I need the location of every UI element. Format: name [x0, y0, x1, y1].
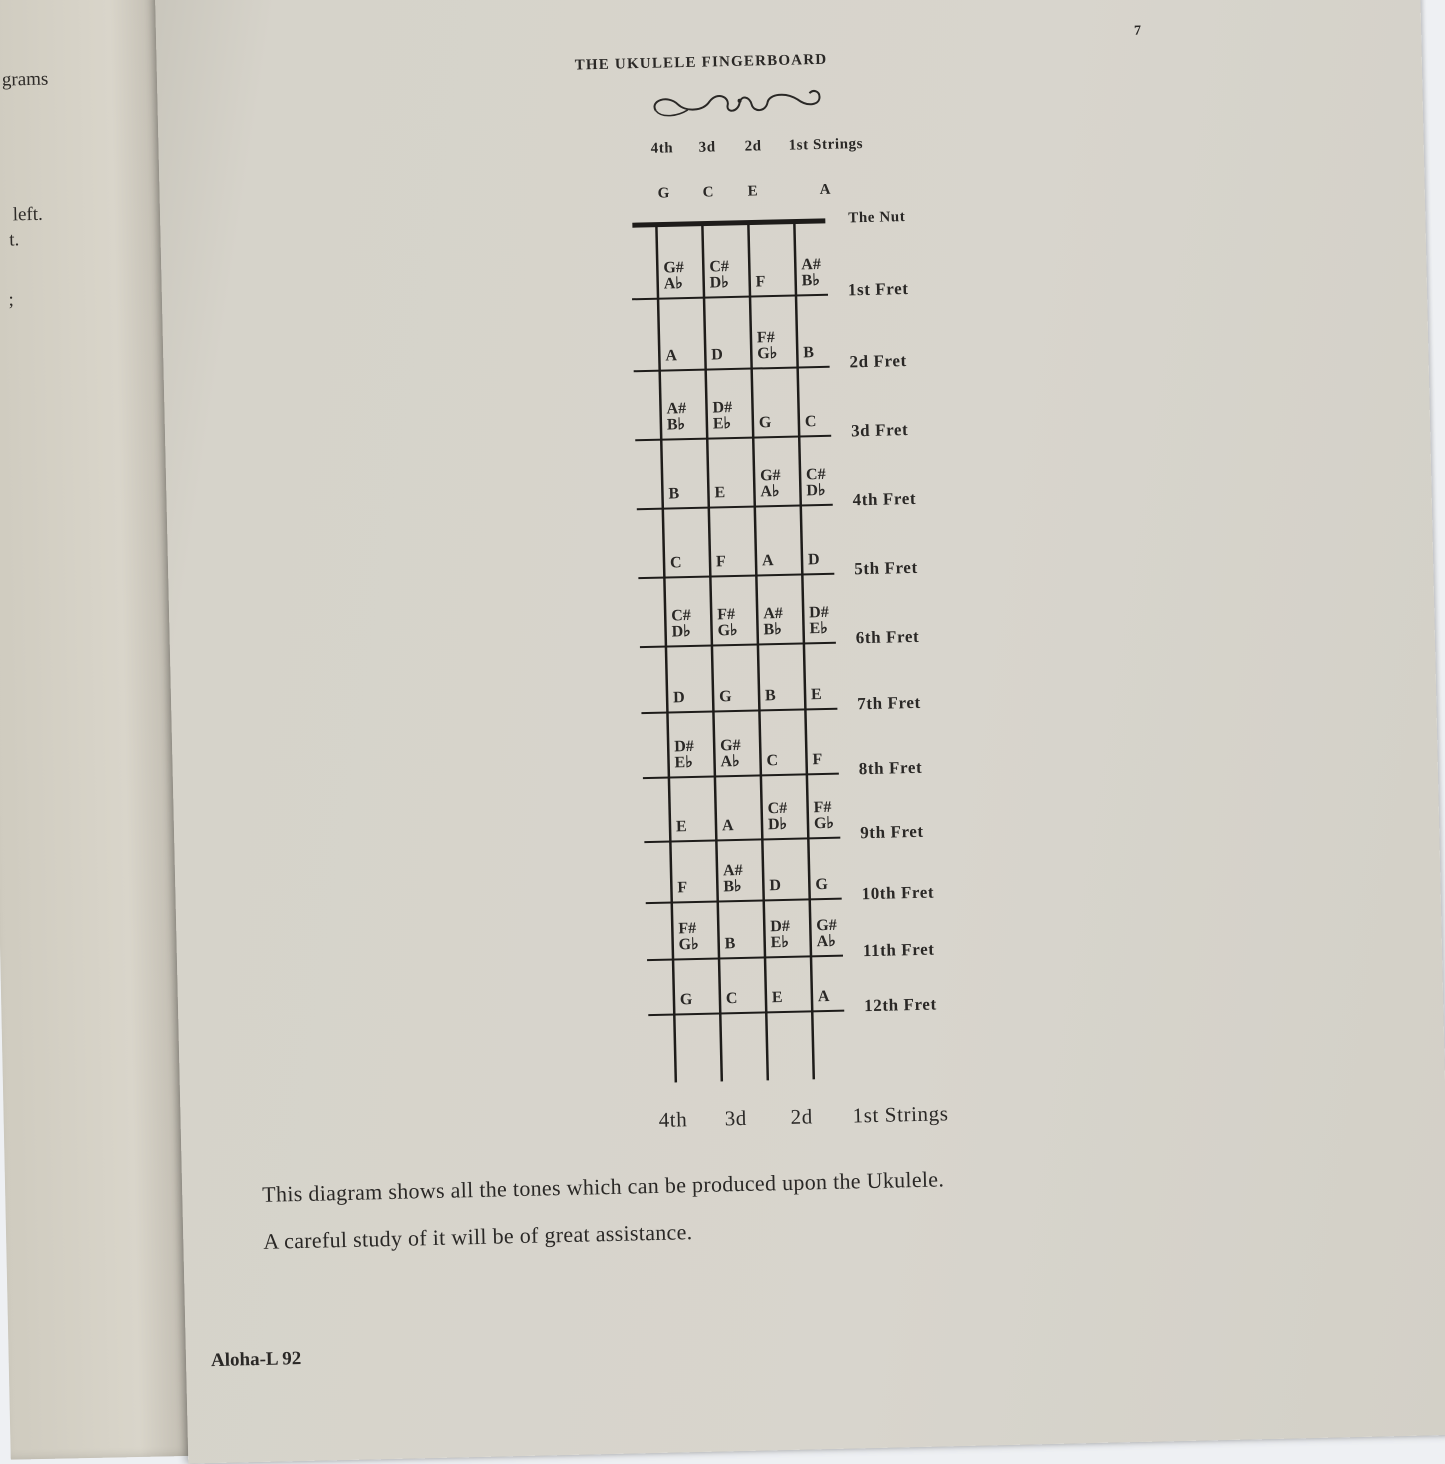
page-number: 7 — [1133, 23, 1142, 39]
bottom-string-label-3d: 3d — [724, 1105, 748, 1131]
fret-note: E♭ — [770, 933, 790, 952]
fret-note: D# — [674, 737, 694, 756]
fret-note: D♭ — [806, 481, 826, 500]
fret-note: B♭ — [801, 271, 821, 290]
book-page — [155, 0, 1445, 1464]
fret-note: A — [817, 987, 830, 1006]
fret-note: D# — [809, 603, 829, 622]
fret-label: 9th Fret — [859, 821, 924, 843]
open-note-c: C — [702, 184, 714, 201]
fret-note: B — [764, 687, 776, 705]
fret-note: F# — [678, 919, 697, 938]
fret-note: A# — [722, 861, 743, 880]
fret-note: C — [804, 413, 817, 431]
ornament-flourish — [647, 87, 828, 125]
fret-note: G — [679, 991, 693, 1009]
fret-line — [644, 838, 840, 842]
fret-note: C# — [767, 799, 788, 818]
left-page-text: grams — [1, 68, 49, 91]
fret-note: F# — [756, 329, 775, 347]
fret-label: 2d Fret — [849, 351, 907, 372]
fret-line — [643, 774, 839, 778]
fret-note: F — [812, 751, 823, 769]
fret-note: B — [668, 485, 680, 503]
fret-note: C# — [709, 258, 730, 276]
fret-label: 5th Fret — [854, 557, 918, 579]
fret-note: A — [721, 817, 734, 835]
fret-label: 12th Fret — [863, 994, 937, 1016]
fret-note: A# — [666, 400, 687, 418]
fret-note: C — [766, 752, 779, 770]
fret-label: 4th Fret — [852, 488, 917, 510]
fret-note: F — [755, 273, 766, 291]
fret-line — [640, 643, 836, 647]
fret-note: G♭ — [717, 621, 738, 640]
fret-label: 7th Fret — [857, 692, 921, 714]
fret-note: D — [711, 346, 724, 364]
fret-note: E — [771, 989, 783, 1007]
top-string-label-1st: 1st Strings — [788, 135, 864, 154]
fret-note: E — [675, 818, 687, 836]
fret-note: G♭ — [678, 935, 699, 954]
fret-note: A# — [801, 255, 822, 274]
fret-note: D♭ — [709, 274, 729, 292]
fret-note: F# — [813, 798, 832, 817]
fret-note: E — [810, 686, 822, 704]
left-page-text: left. — [12, 203, 44, 226]
fret-line — [646, 899, 842, 903]
fret-note: D# — [770, 917, 791, 936]
top-string-label-2d: 2d — [744, 138, 762, 155]
fret-note: C# — [671, 607, 691, 625]
fret-note: A♭ — [720, 752, 740, 771]
fret-note: A — [665, 347, 678, 365]
fret-note: G# — [759, 466, 781, 485]
fret-note: E — [714, 484, 726, 502]
fret-label: 10th Fret — [861, 882, 935, 904]
fret-note: G♭ — [757, 344, 778, 363]
fret-note: G♭ — [813, 814, 835, 833]
nut-line — [632, 221, 825, 225]
bottom-string-label-1st: 1st Strings — [852, 1101, 949, 1128]
fret-note: F# — [717, 606, 736, 624]
fret-note: B — [803, 344, 815, 362]
fret-note: A♭ — [816, 932, 836, 951]
top-string-label-3d: 3d — [698, 139, 716, 156]
open-note-e: E — [747, 183, 758, 200]
page-title: THE UKULELE FINGERBOARD — [574, 51, 828, 74]
fret-label: 11th Fret — [862, 939, 935, 961]
fret-line — [634, 367, 830, 371]
fret-line — [635, 436, 831, 440]
fret-line — [641, 709, 837, 713]
fret-note: A♭ — [760, 482, 780, 501]
fret-note: C — [669, 554, 682, 572]
fret-note: G# — [720, 736, 741, 755]
fret-note: E♭ — [674, 753, 693, 772]
fret-note: G — [815, 875, 829, 894]
bottom-string-label-4th: 4th — [658, 1107, 688, 1132]
fret-note: A♭ — [663, 275, 684, 293]
fret-note: B — [724, 935, 736, 953]
fret-note: B♭ — [666, 416, 686, 434]
fret-note: F — [677, 879, 688, 897]
fret-note: D — [672, 689, 685, 707]
left-page-text: t. — [9, 229, 20, 251]
caption-line-2: A careful study of it will be of great assistance. — [263, 1219, 693, 1254]
fret-line — [648, 1011, 844, 1015]
fret-line — [638, 574, 834, 578]
nut-label: The Nut — [848, 209, 906, 227]
fret-note: D♭ — [671, 623, 691, 641]
top-string-label-4th: 4th — [650, 140, 674, 157]
fret-note: C# — [805, 465, 826, 484]
fret-note: D — [807, 551, 820, 569]
fret-note: B♭ — [723, 877, 742, 896]
fret-line — [632, 295, 828, 299]
fret-note: D — [769, 877, 782, 895]
fret-label: 3d Fret — [850, 420, 909, 441]
fret-note: C — [725, 990, 738, 1008]
fret-line — [647, 956, 843, 960]
fret-note: A — [761, 552, 774, 570]
footer-catalog-number: Aloha-L 92 — [210, 1348, 302, 1372]
fret-note: E♭ — [712, 415, 732, 433]
fret-label: 1st Fret — [847, 278, 909, 300]
bottom-string-label-2d: 2d — [790, 1104, 814, 1129]
fret-label: 8th Fret — [858, 757, 923, 779]
fret-note: G# — [663, 259, 684, 277]
open-note-g: G — [657, 185, 670, 202]
fret-note: A# — [763, 604, 783, 623]
fret-note: F — [715, 553, 727, 571]
fret-note: D# — [712, 399, 733, 417]
fret-note: E♭ — [809, 619, 828, 638]
left-page-text: ; — [8, 289, 14, 311]
fret-note: G# — [816, 916, 837, 935]
fret-note: G — [758, 414, 772, 432]
open-note-a: A — [819, 181, 831, 198]
caption-line-1: This diagram shows all the tones which can be produced upon the Ukulele. — [261, 1166, 945, 1207]
fret-note: D♭ — [767, 815, 788, 834]
fret-note: B♭ — [763, 620, 782, 639]
fret-note: G — [718, 688, 732, 706]
fret-line — [637, 505, 833, 509]
fret-label: 6th Fret — [855, 626, 920, 648]
